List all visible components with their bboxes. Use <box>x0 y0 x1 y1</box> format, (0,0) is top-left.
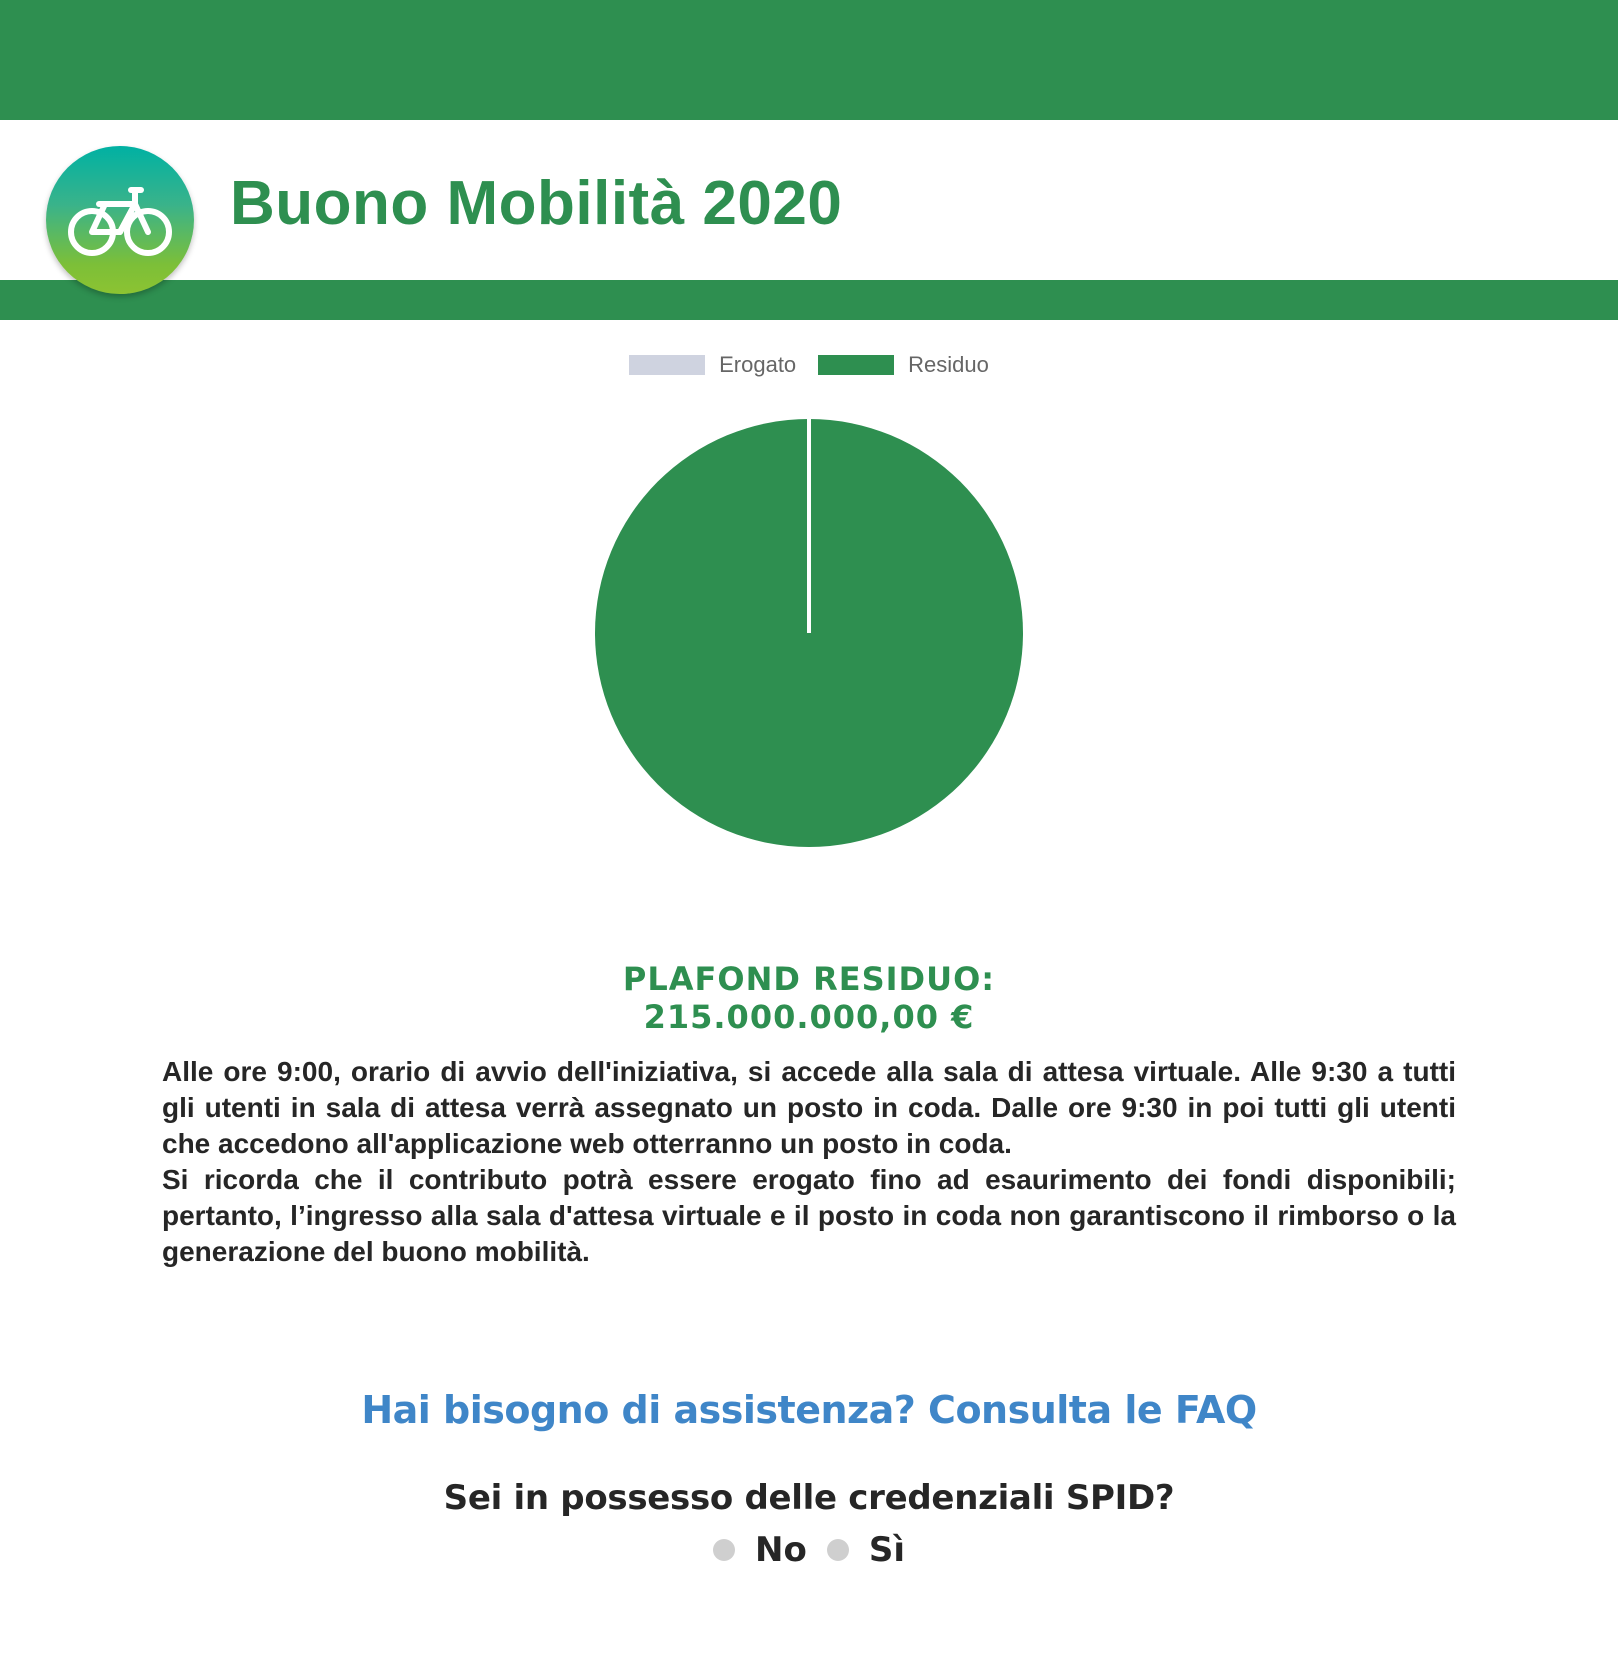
spid-option-no[interactable] <box>713 1530 807 1570</box>
spid-option-si[interactable] <box>827 1530 905 1570</box>
pie-chart <box>589 413 1029 853</box>
bicycle-icon <box>65 180 175 260</box>
top-bar <box>0 0 1618 120</box>
legend-label-erogato: Erogato <box>719 352 797 377</box>
spid-question: Sei in possesso delle credenziali SPID? <box>443 1478 1175 1518</box>
app-logo <box>46 146 194 294</box>
chart-container <box>0 345 1618 865</box>
info-paragraph-1: Alle ore 9:00, orario di avvio dell'iniziativa, si accede alla sala di attesa virtuale. Alle 9:30 a tutti gli utenti in sala di attesa verrà assegnato un posto in coda. Dalle ore 9:30 in poi tutti gli utenti che accedono all'applicazione web otterranno un posto in coda. <box>162 1056 1456 1159</box>
legend-swatch-erogato <box>629 355 705 375</box>
faq-link[interactable]: Hai bisogno di assistenza? Consulta le FAQ <box>361 1388 1257 1432</box>
plafond-amount: 215.000.000,00 € <box>643 998 975 1036</box>
legend-item-residuo[interactable] <box>818 352 989 378</box>
header-band <box>0 280 1618 320</box>
legend-item-erogato[interactable] <box>629 352 796 378</box>
page-title: Buono Mobilità 2020 <box>230 169 843 238</box>
plafond-label: PLAFOND RESIDUO: <box>622 960 996 998</box>
info-text <box>162 1054 1456 1270</box>
legend-label-residuo: Residuo <box>908 352 989 377</box>
radio-si-label: Sì <box>868 1530 905 1570</box>
radio-no-label: No <box>755 1530 807 1570</box>
legend-swatch-residuo <box>818 355 894 375</box>
radio-si[interactable] <box>827 1539 849 1561</box>
plafond-residuo <box>0 960 1618 1036</box>
info-paragraph-2: Si ricorda che il contributo potrà essere erogato fino ad esaurimento dei fondi disponibili; pertanto, l’ingresso alla sala d'attesa virtuale e il posto in coda non garantiscono il rimborso o la generazione del buono mobilità. <box>162 1164 1456 1267</box>
spid-radio-group <box>0 1530 1618 1570</box>
chart-legend <box>0 345 1618 385</box>
radio-no[interactable] <box>713 1539 735 1561</box>
